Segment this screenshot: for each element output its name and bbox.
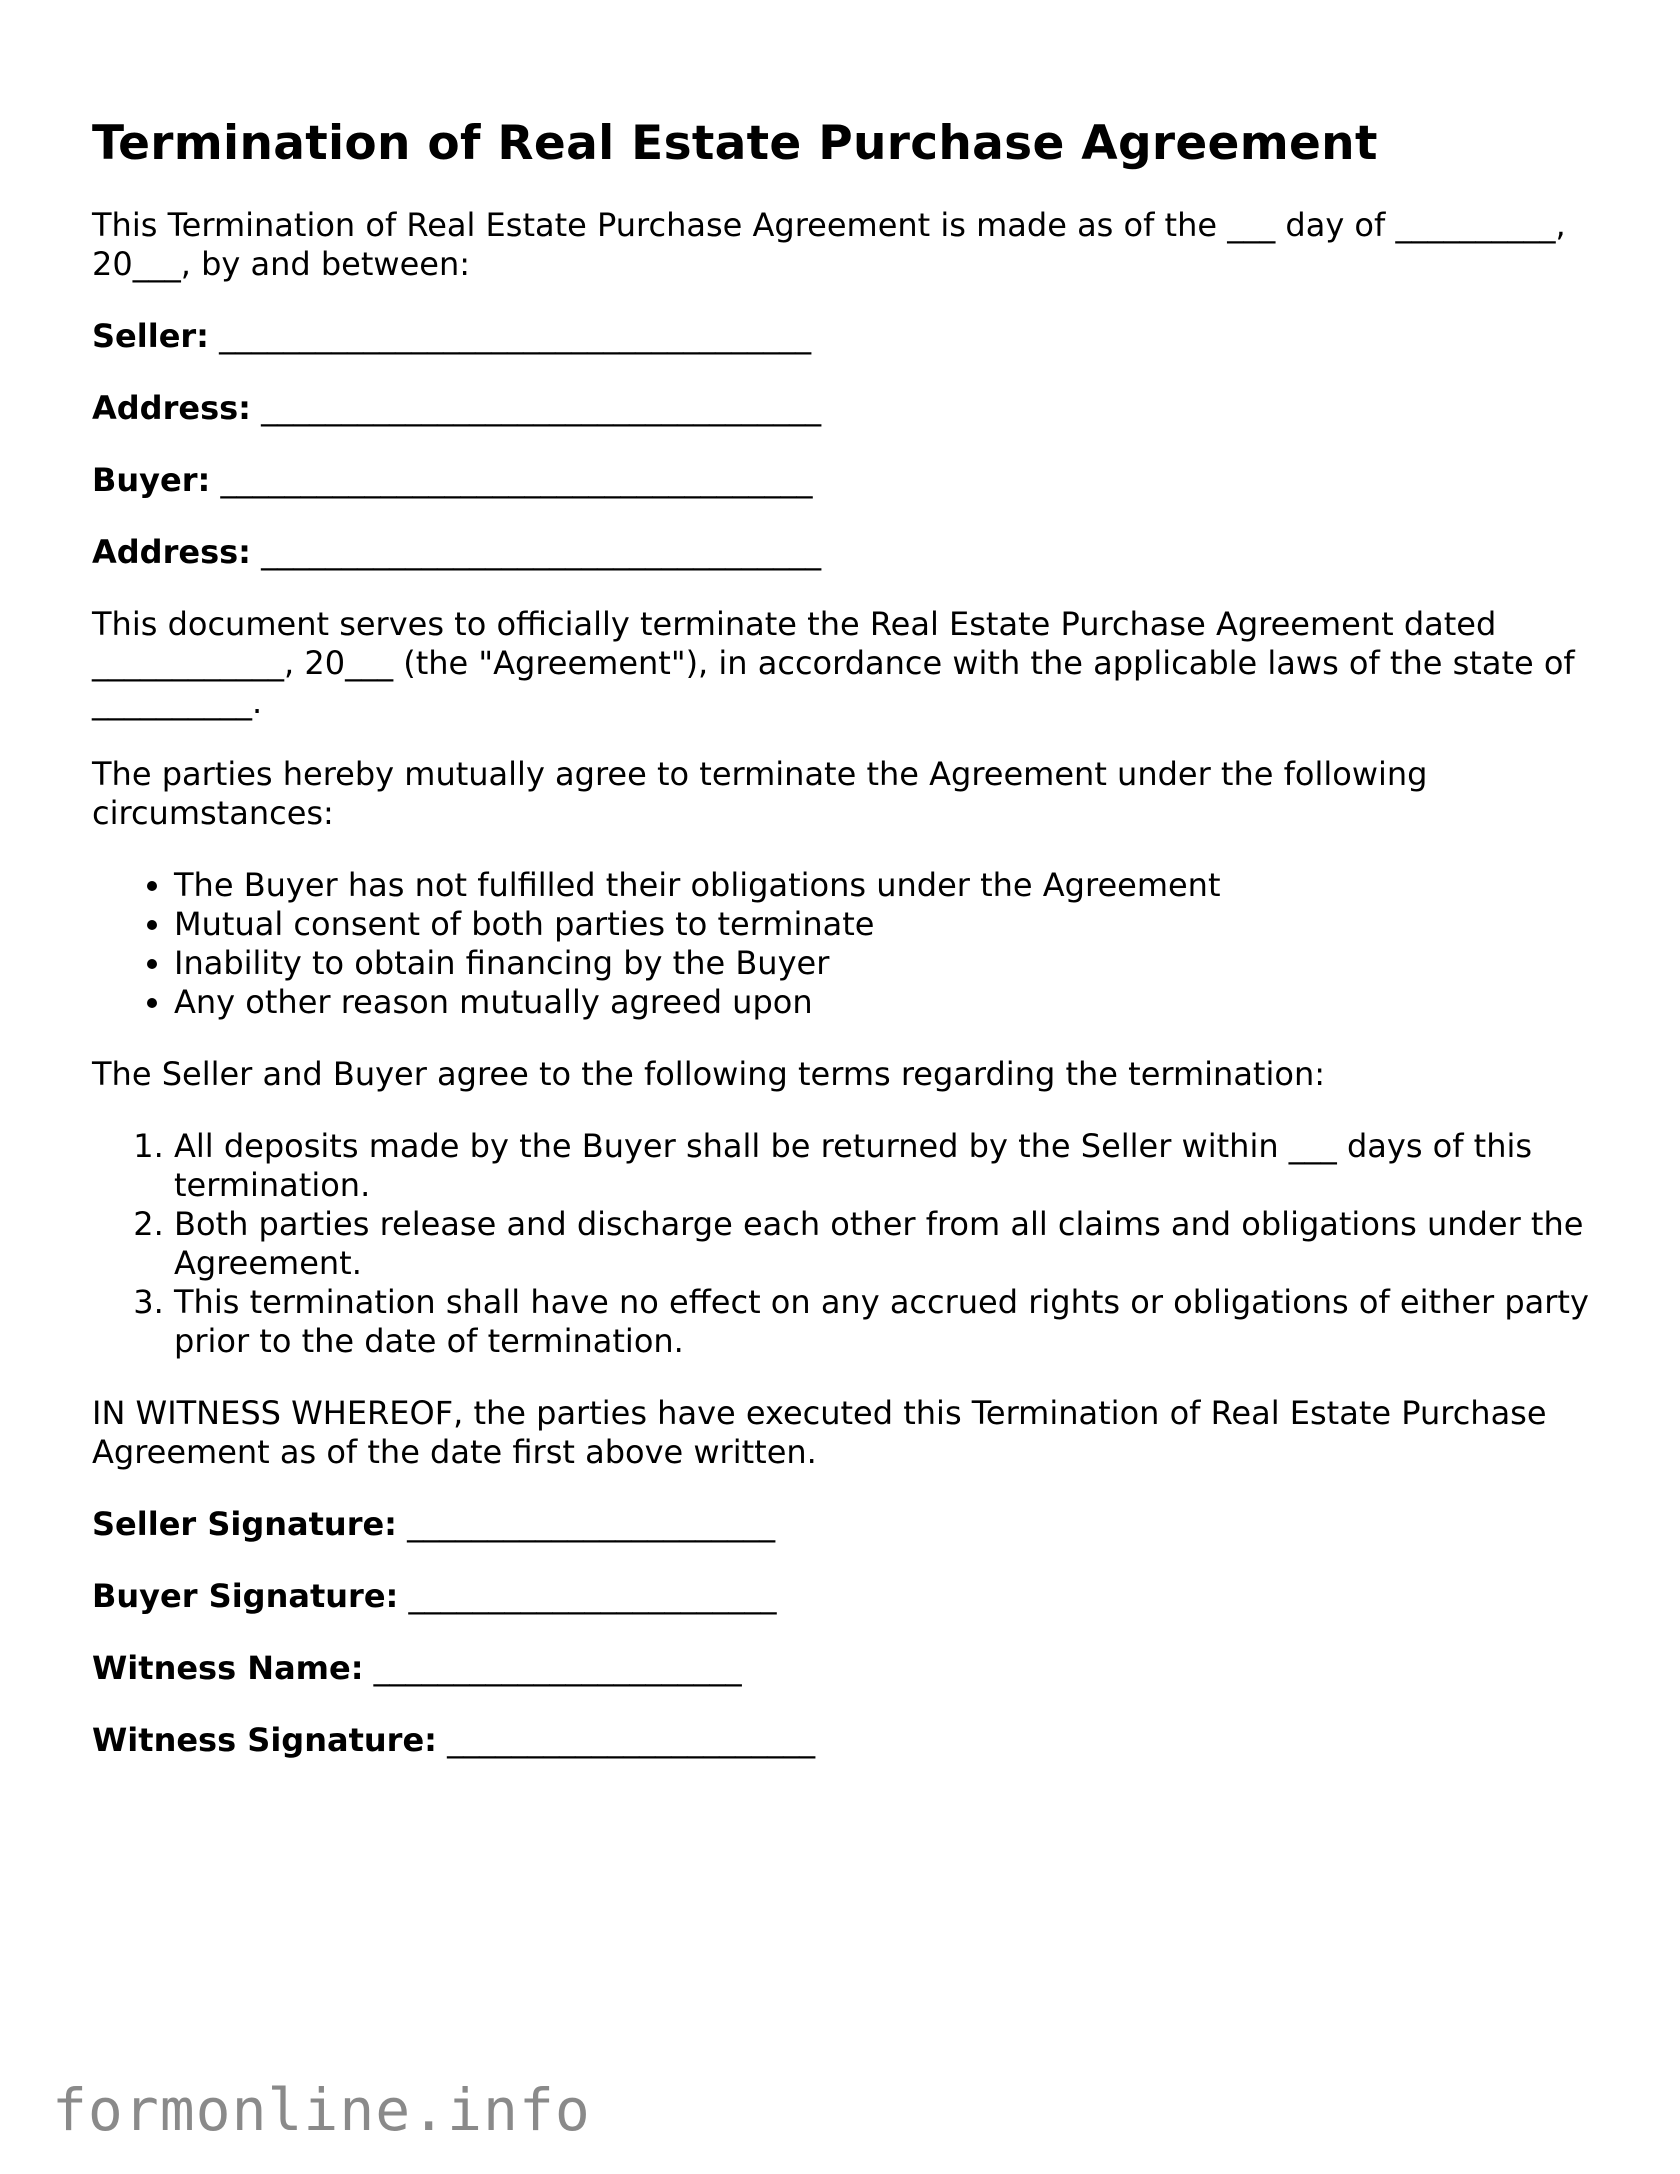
list-item: 3. This termination shall have no effect on any accrued rights or obligations of either party prior to the date of termination. bbox=[174, 1283, 1612, 1361]
list-item: • The Buyer has not fulfilled their obligations under the Agreement bbox=[174, 866, 1612, 905]
parties-block bbox=[92, 317, 1612, 572]
terms-list bbox=[92, 1127, 1612, 1361]
buyer-signature-label: Buyer Signature: bbox=[92, 1577, 399, 1615]
terms-intro: The Seller and Buyer agree to the following terms regarding the termination: bbox=[92, 1055, 1325, 1093]
buyer-address-field bbox=[92, 533, 1612, 572]
watermark: formonline.info bbox=[52, 2076, 591, 2144]
seller-blank[interactable]: _____________________________________ bbox=[219, 317, 812, 355]
witness-signature-label: Witness Signature: bbox=[92, 1721, 437, 1759]
buyer-field bbox=[92, 461, 1612, 500]
circumstances-intro: The parties hereby mutually agree to terminate the Agreement under the following circumstances: bbox=[92, 755, 1428, 832]
document-title: Termination of Real Estate Purchase Agreement bbox=[92, 116, 1378, 171]
buyer-label: Buyer: bbox=[92, 461, 211, 499]
circumstances-list bbox=[92, 866, 1612, 1022]
list-item: • Mutual consent of both parties to terminate bbox=[174, 905, 1612, 944]
witness-name-field bbox=[92, 1649, 1612, 1688]
list-item: • Any other reason mutually agreed upon bbox=[174, 983, 1612, 1022]
buyer-signature-blank[interactable]: _______________________ bbox=[408, 1577, 777, 1615]
witness-clause: IN WITNESS WHEREOF, the parties have executed this Termination of Real Estate Purchase Agreement as of the date first above written. bbox=[92, 1394, 1547, 1471]
witness-signature-field bbox=[92, 1721, 1612, 1760]
seller-signature-blank[interactable]: _______________________ bbox=[407, 1505, 776, 1543]
document-page bbox=[92, 0, 1612, 1760]
witness-name-blank[interactable]: _______________________ bbox=[373, 1649, 742, 1687]
intro-paragraph: This Termination of Real Estate Purchase Agreement is made as of the ___ day of __________, 20___, by and between: bbox=[92, 206, 1566, 283]
seller-address-field bbox=[92, 389, 1612, 428]
seller-label: Seller: bbox=[92, 317, 209, 355]
list-item: 1. All deposits made by the Buyer shall be returned by the Seller within ___ days of this termination. bbox=[174, 1127, 1612, 1205]
signature-block bbox=[92, 1505, 1612, 1760]
list-item: 2. Both parties release and discharge each other from all claims and obligations under the Agreement. bbox=[174, 1205, 1612, 1283]
buyer-address-label: Address: bbox=[92, 533, 251, 571]
seller-address-label: Address: bbox=[92, 389, 251, 427]
list-item: • Inability to obtain financing by the Buyer bbox=[174, 944, 1612, 983]
buyer-signature-field bbox=[92, 1577, 1612, 1616]
seller-address-blank[interactable]: ___________________________________ bbox=[261, 389, 822, 427]
seller-field bbox=[92, 317, 1612, 356]
purpose-paragraph: This document serves to officially terminate the Real Estate Purchase Agreement dated ____________, 20___ (the "Agreement"), in accordance with the applicable laws of the state of __________. bbox=[92, 605, 1575, 721]
witness-signature-blank[interactable]: _______________________ bbox=[447, 1721, 816, 1759]
buyer-blank[interactable]: _____________________________________ bbox=[220, 461, 813, 499]
witness-name-label: Witness Name: bbox=[92, 1649, 364, 1687]
buyer-address-blank[interactable]: ___________________________________ bbox=[261, 533, 822, 571]
seller-signature-label: Seller Signature: bbox=[92, 1505, 397, 1543]
seller-signature-field bbox=[92, 1505, 1612, 1544]
